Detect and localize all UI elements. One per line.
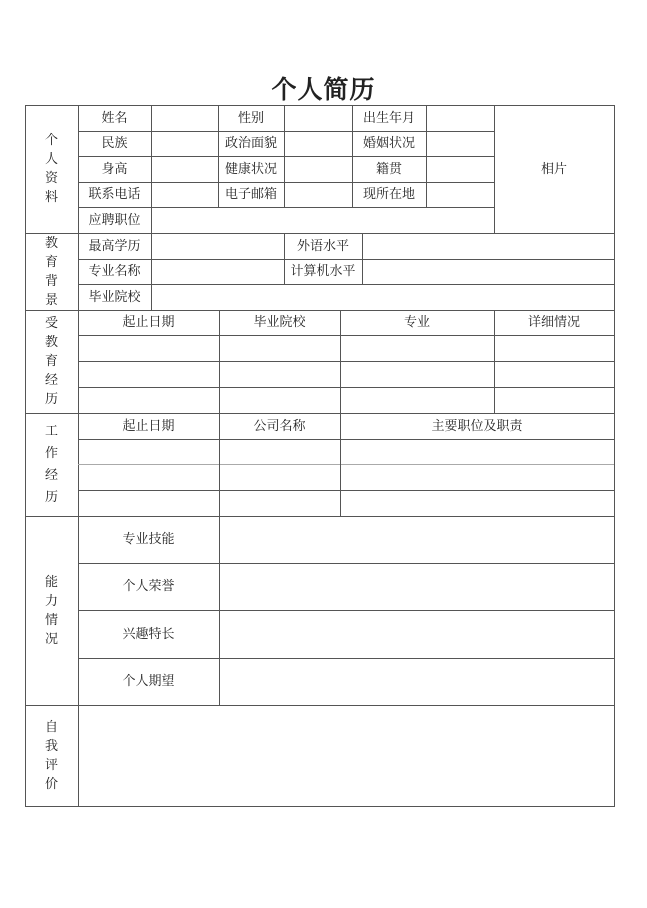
section-work-history-label: 工 作 经 历 xyxy=(44,423,58,505)
label-school: 毕业院校 xyxy=(88,289,141,305)
birth-field[interactable] xyxy=(427,106,494,131)
section-edu-history-label: 受 教 育 经 历 xyxy=(44,316,58,407)
skills-field[interactable] xyxy=(220,517,614,563)
label-position: 应聘职位 xyxy=(88,212,141,228)
degree-field[interactable] xyxy=(152,234,284,259)
label-computer: 计算机水平 xyxy=(290,264,356,279)
ability-interests-label: 兴趣特长 xyxy=(122,626,175,642)
label-degree: 最高学历 xyxy=(88,238,141,254)
section-self-eval-label: 自 我 评 价 xyxy=(44,719,58,792)
label-marital: 婚姻状况 xyxy=(362,136,415,151)
self-eval-field[interactable] xyxy=(79,706,614,806)
honors-field[interactable] xyxy=(220,564,614,610)
label-health: 健康状况 xyxy=(224,161,277,177)
edu-header-school: 毕业院校 xyxy=(253,315,306,330)
name-field[interactable] xyxy=(152,106,218,131)
label-major: 专业名称 xyxy=(88,264,141,279)
position-field[interactable] xyxy=(152,208,494,233)
label-politics: 政治面貌 xyxy=(224,136,277,151)
work-header-dates: 起止日期 xyxy=(122,418,175,434)
section-personal-label: 个 人 资 料 xyxy=(44,133,58,205)
section-ability-label: 能 力 情 况 xyxy=(44,574,58,647)
label-native: 籍贯 xyxy=(375,161,402,177)
label-residence: 现所在地 xyxy=(362,187,415,202)
ability-expectations-label: 个人期望 xyxy=(122,674,175,689)
label-email: 电子邮箱 xyxy=(224,187,277,202)
ability-honors-label: 个人荣誉 xyxy=(122,579,175,594)
edu-header-dates: 起止日期 xyxy=(122,315,175,330)
resume-title: 个人简历 xyxy=(271,75,376,104)
label-language: 外语水平 xyxy=(296,238,349,254)
ability-skills-label: 专业技能 xyxy=(122,532,175,547)
photo-placeholder[interactable]: 相片 xyxy=(540,161,567,177)
section-education-label: 教 育 背 景 xyxy=(44,235,58,308)
language-field[interactable] xyxy=(363,234,614,259)
label-phone: 联系电话 xyxy=(88,187,141,202)
edu-header-major: 专业 xyxy=(403,315,430,330)
label-gender: 性别 xyxy=(237,110,264,126)
school-field[interactable] xyxy=(152,285,614,310)
work-header-company: 公司名称 xyxy=(253,418,306,434)
work-header-duties: 主要职位及职责 xyxy=(431,418,523,434)
label-height: 身高 xyxy=(101,161,128,177)
label-ethnicity: 民族 xyxy=(101,136,128,151)
edu-header-details: 详细情况 xyxy=(527,315,580,330)
expectations-field[interactable] xyxy=(220,659,614,705)
label-name: 姓名 xyxy=(101,110,128,126)
interests-field[interactable] xyxy=(220,611,614,658)
gender-field[interactable] xyxy=(285,106,352,131)
label-birth: 出生年月 xyxy=(362,110,415,126)
